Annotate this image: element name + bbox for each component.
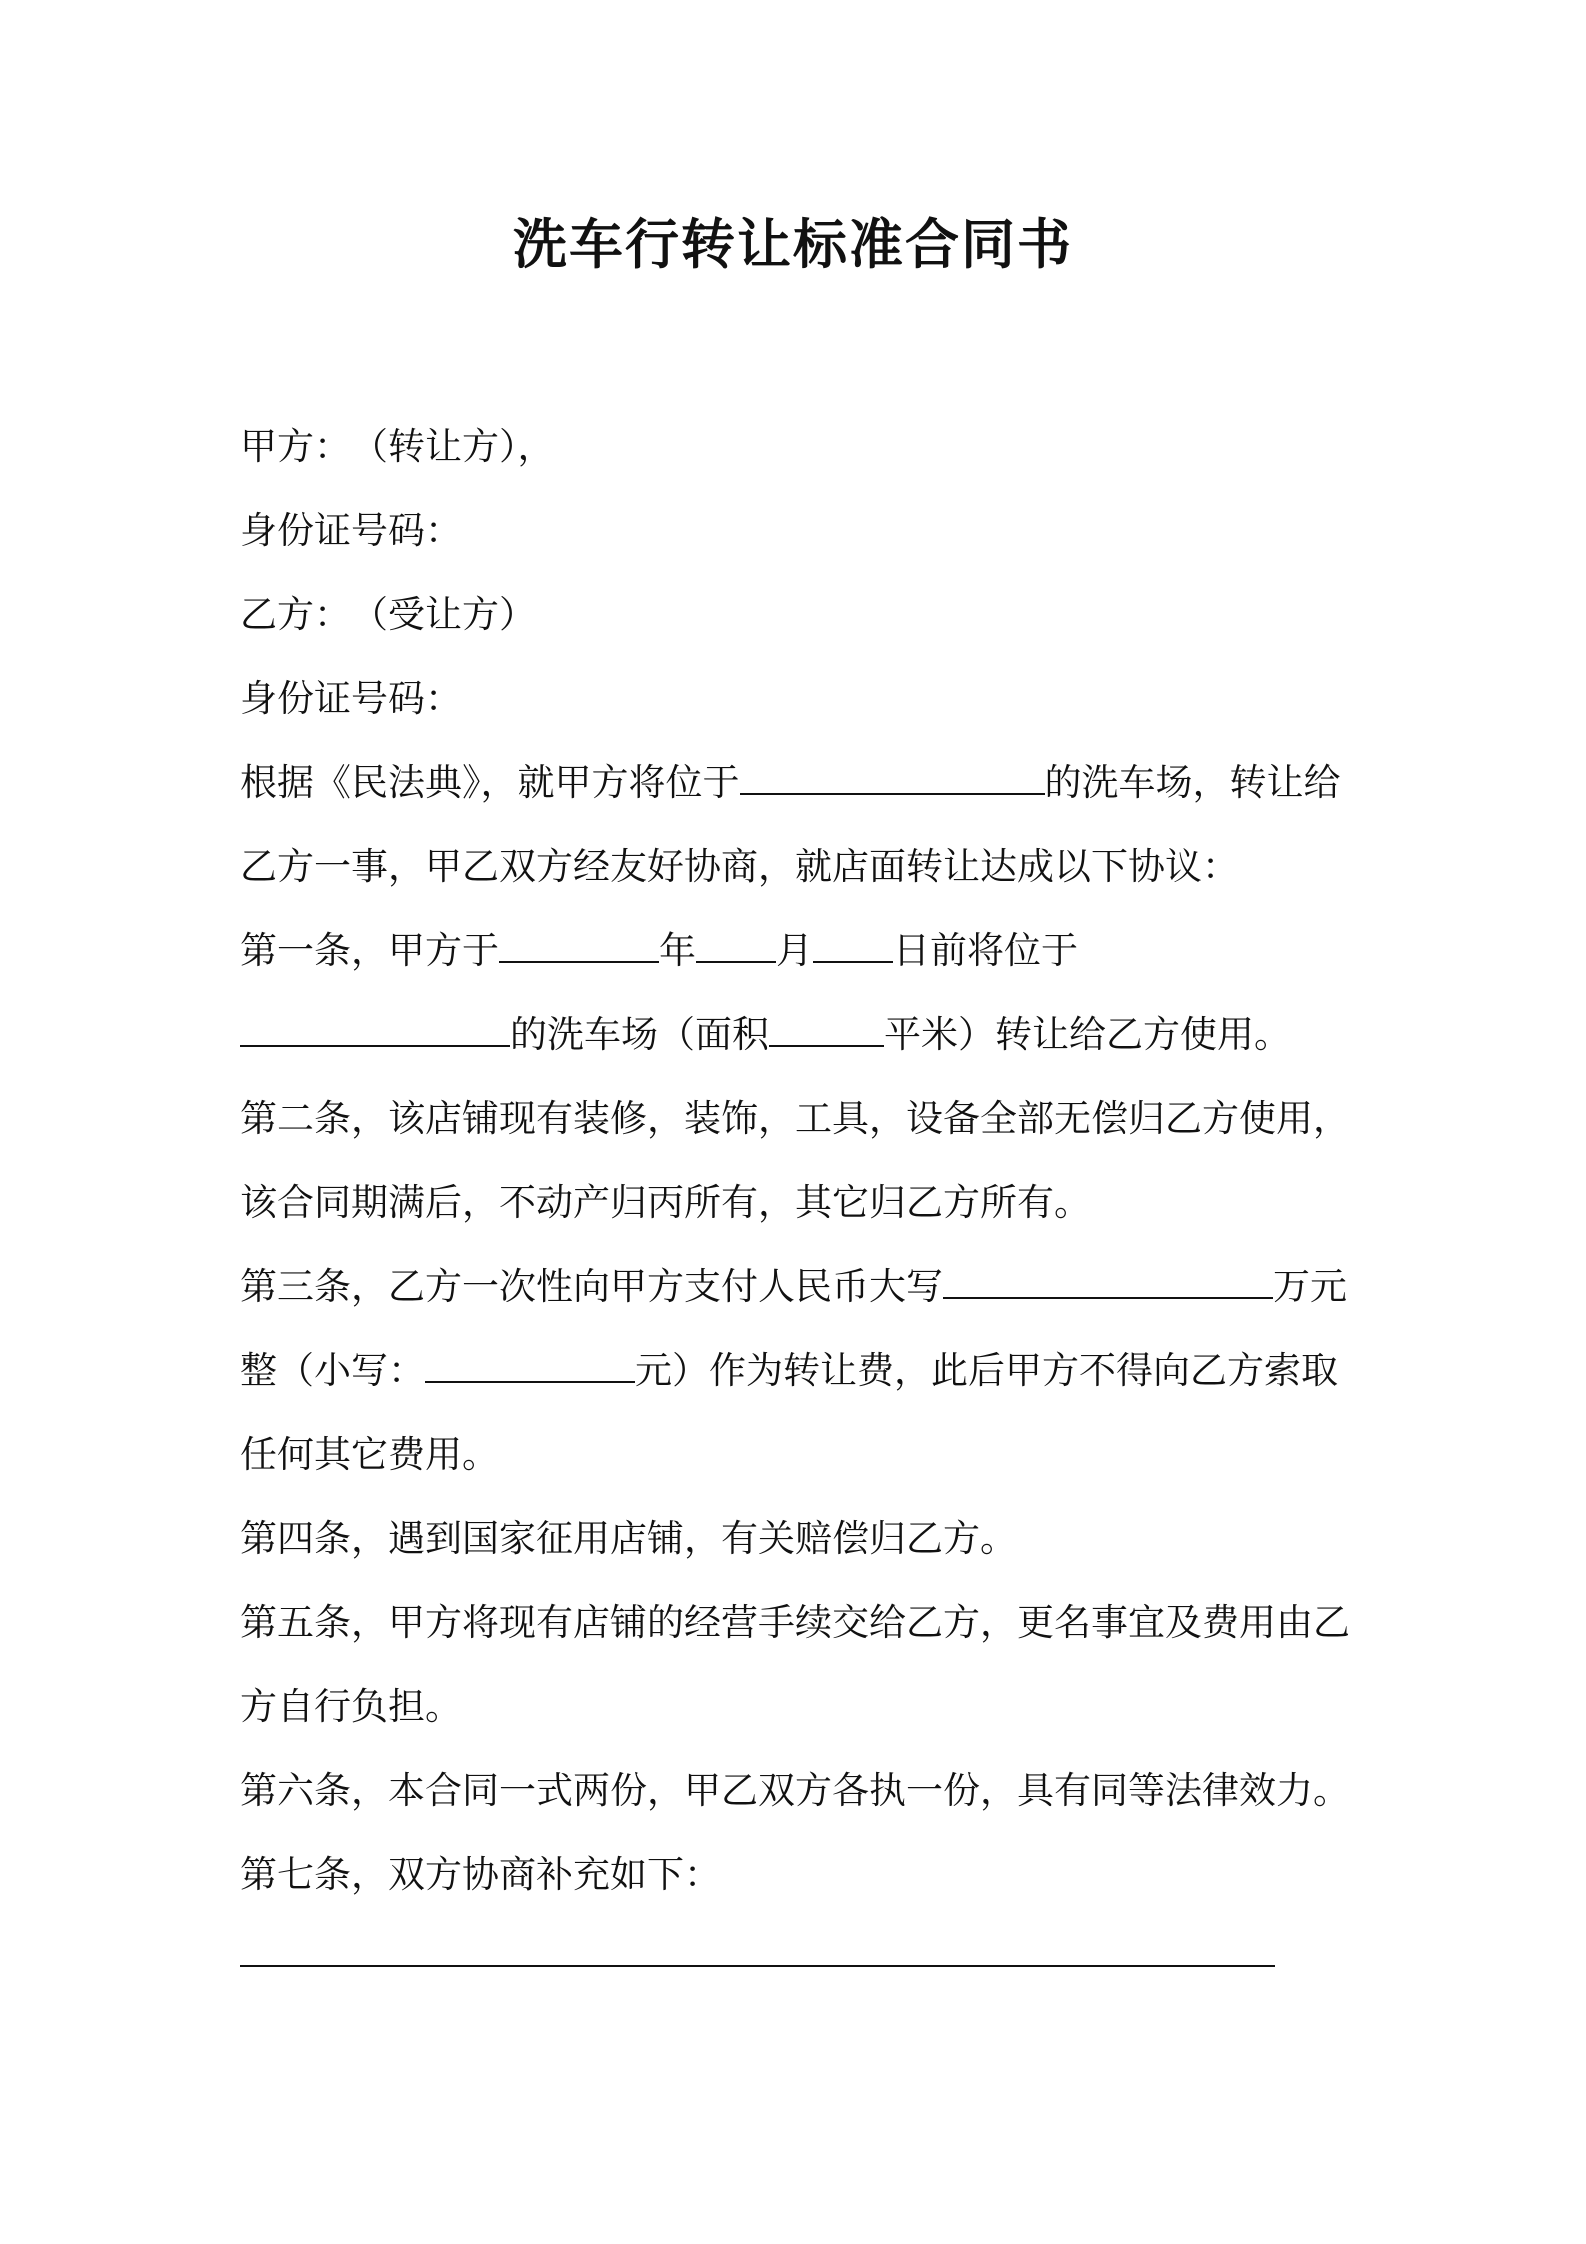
party-b-id-line: 身份证号码：	[240, 677, 462, 720]
intro-line-2: 乙方一事，甲乙双方经友好协商，就店面转让达成以下协议：	[240, 845, 1239, 888]
party-a-id-line: 身份证号码：	[240, 509, 462, 552]
article-5-line-1: 第五条，甲方将现有店铺的经营手续交给乙方，更名事宜及费用由乙	[240, 1601, 1350, 1644]
article-3-post: 万元	[1273, 1265, 1347, 1308]
intro-line-1	[240, 741, 1360, 825]
address-blank	[240, 1007, 510, 1047]
article-2-line-2: 该合同期满后，不动产归丙所有，其它归乙方所有。	[240, 1181, 1091, 1224]
article-4-line: 第四条，遇到国家征用店铺，有关赔偿归乙方。	[240, 1517, 1017, 1560]
article-1-line-2	[240, 993, 1360, 1077]
amount-figures-blank	[425, 1343, 635, 1383]
article-3-line-2-pre: 整（小写：	[240, 1349, 425, 1392]
contract-body	[240, 405, 1360, 1917]
article-3-line-1	[240, 1245, 1360, 1329]
location-blank	[740, 755, 1045, 795]
party-a-line: 甲方： （转让方），	[240, 425, 555, 468]
article-6-line: 第六条，本合同一式两份，甲乙双方各执一份，具有同等法律效力。	[240, 1769, 1350, 1812]
amount-words-blank	[943, 1259, 1273, 1299]
intro-text-post: 的洗车场，转让给	[1044, 761, 1341, 804]
day-blank	[813, 923, 893, 963]
month-label: 月	[776, 929, 813, 972]
article-1-pre: 第一条，甲方于	[240, 929, 499, 972]
article-7-line: 第七条，双方协商补充如下：	[240, 1853, 721, 1896]
year-blank	[499, 923, 659, 963]
party-b-line: 乙方： （受让方）	[240, 593, 536, 636]
article-3-pre: 第三条，乙方一次性向甲方支付人民币大写	[240, 1265, 943, 1308]
area-blank	[769, 1007, 884, 1047]
article-3-line-2	[240, 1329, 1360, 1413]
month-blank	[696, 923, 776, 963]
intro-text-pre: 根据《民法典》，就甲方将位于	[240, 761, 740, 804]
article-3-line-3: 任何其它费用。	[240, 1433, 499, 1476]
supplement-blank-line	[240, 1965, 1275, 1967]
article-3-line-2-post: 元）作为转让费，此后甲方不得向乙方索取	[635, 1349, 1338, 1392]
article-5-line-2: 方自行负担。	[240, 1685, 462, 1728]
document-title: 洗车行转让标准合同书	[513, 213, 1073, 276]
article-2-line-1: 第二条，该店铺现有装修，装饰，工具，设备全部无偿归乙方使用，	[240, 1097, 1350, 1140]
article-1-post: 平米）转让给乙方使用。	[884, 1013, 1291, 1056]
article-1-line-1	[240, 909, 1360, 993]
article-1-day-post: 日前将位于	[893, 929, 1078, 972]
article-1-mid: 的洗车场（面积	[510, 1013, 769, 1056]
year-label: 年	[659, 929, 696, 972]
